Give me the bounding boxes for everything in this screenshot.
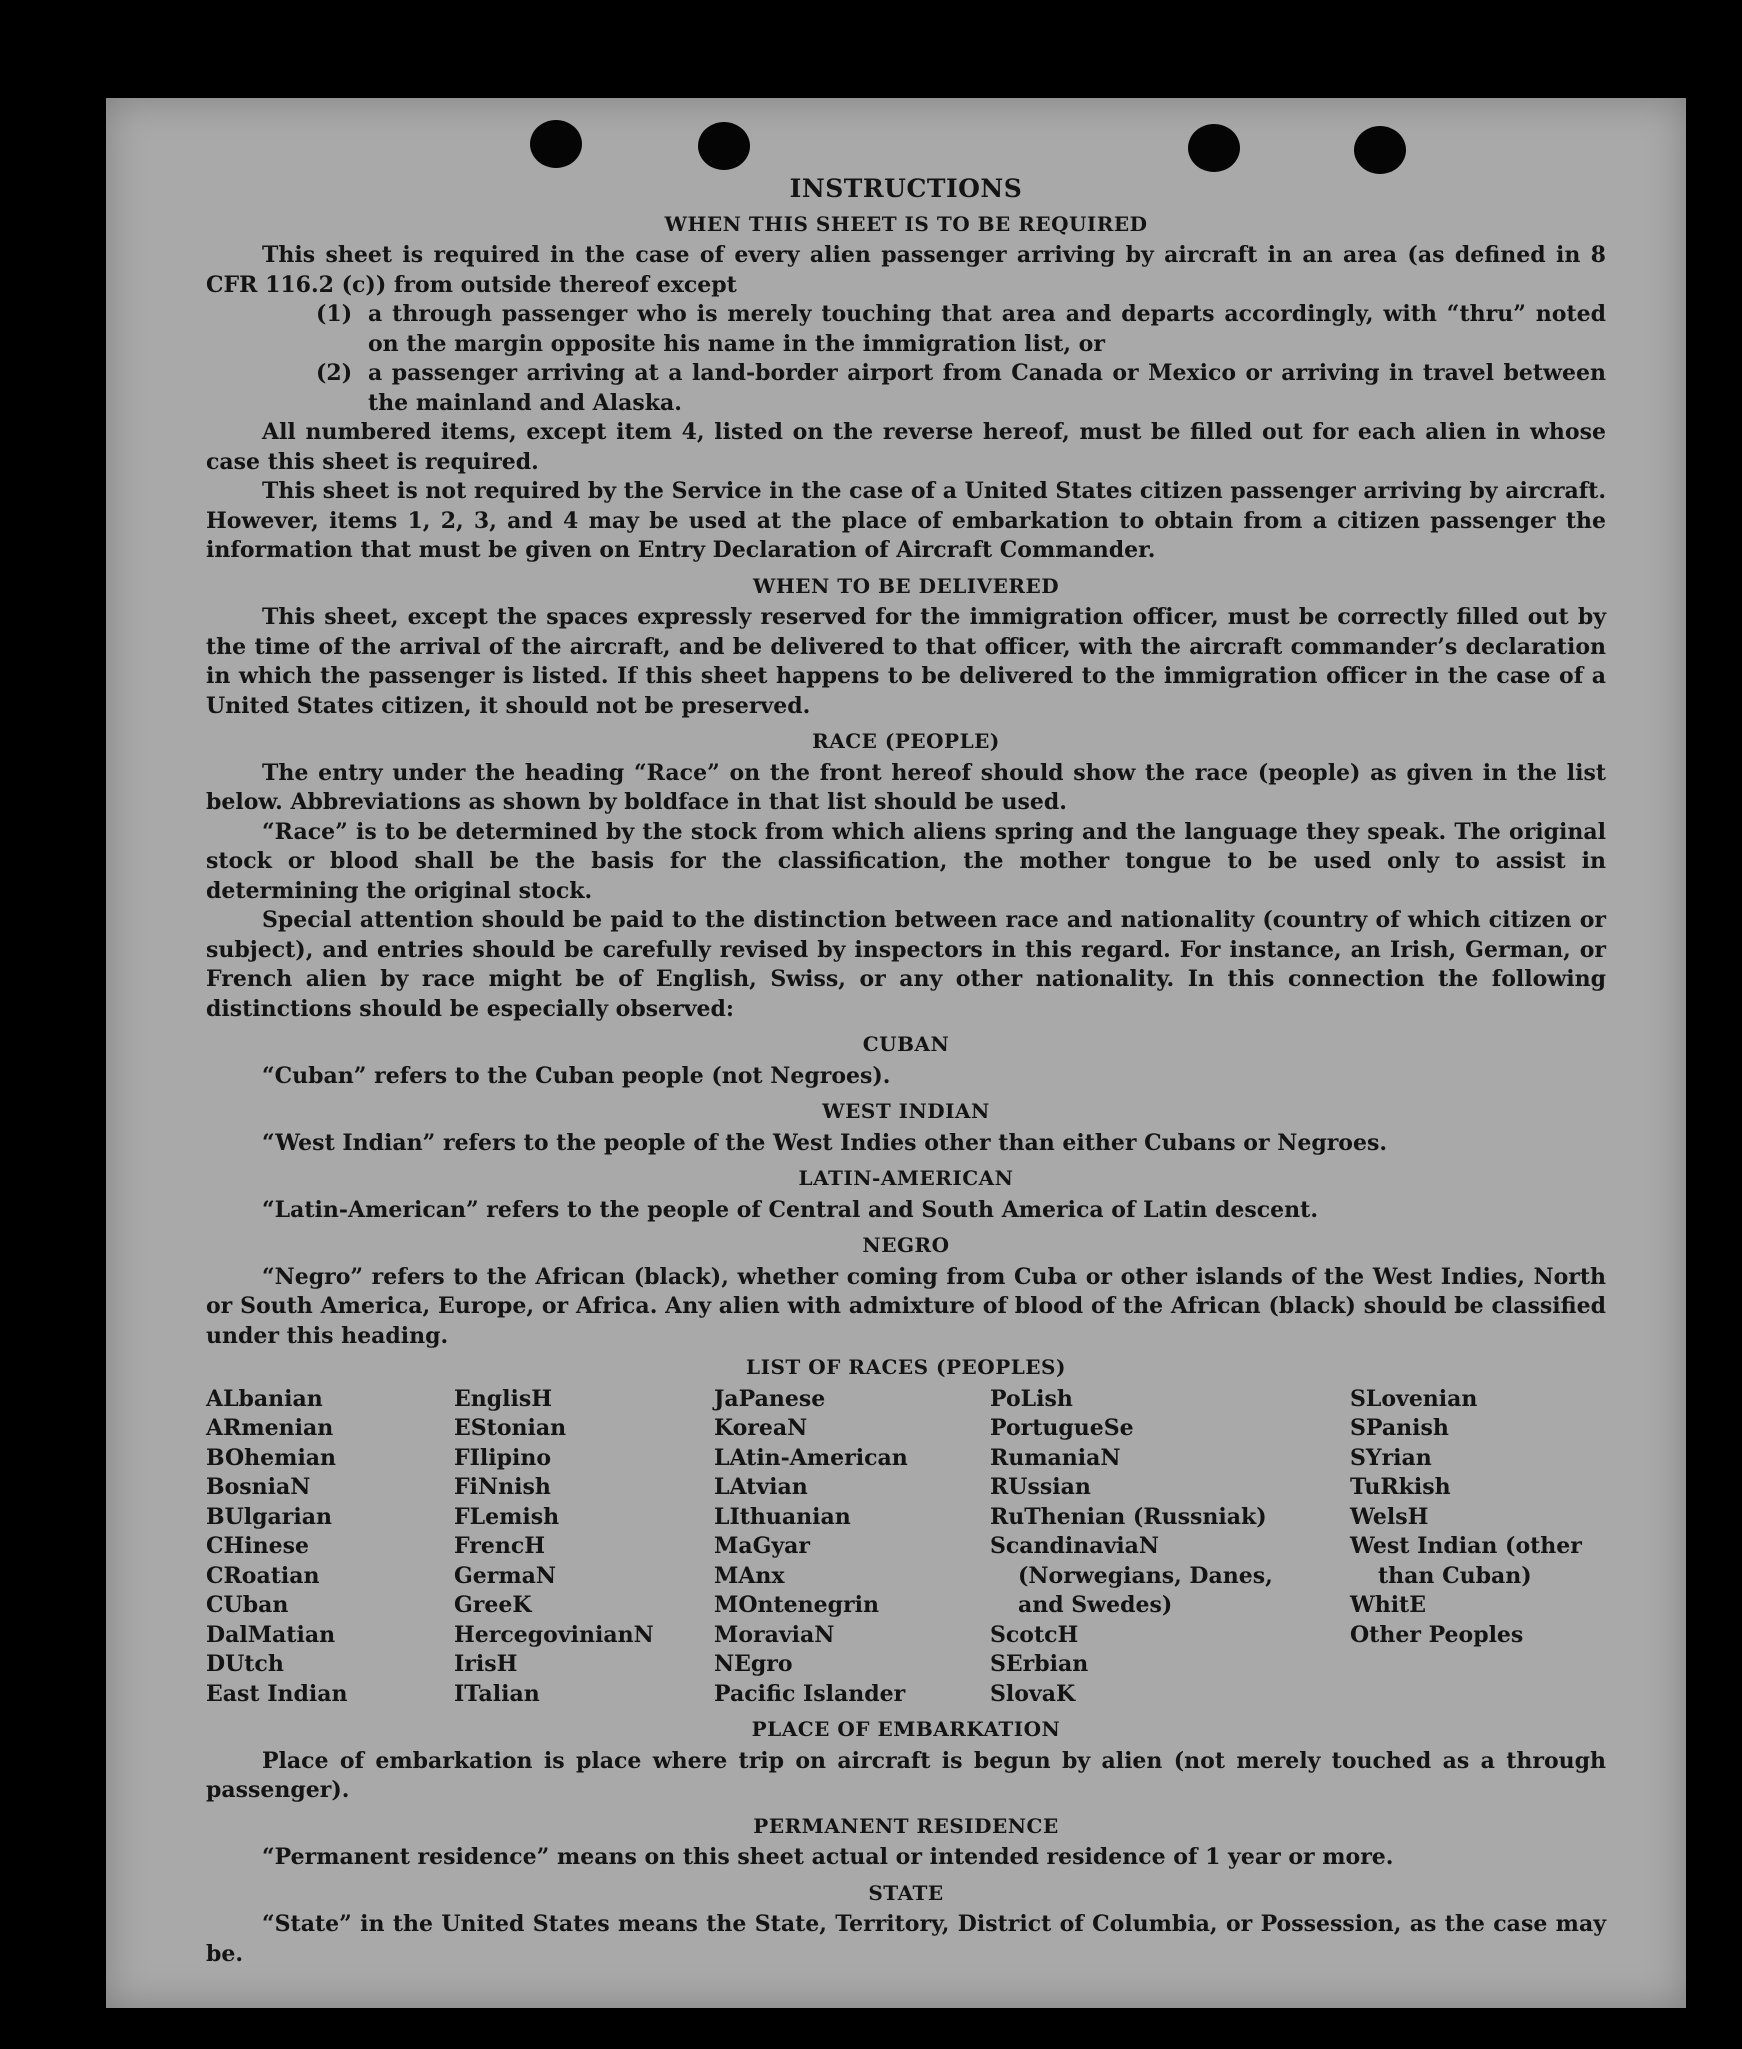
- race-entry: NEgro: [714, 1651, 793, 1677]
- exception-item: (2) a passenger arriving at a land-border airport from Canada or Mexico or arriving in travel between the mainland and Alaska.: [316, 360, 1606, 416]
- heading-when-delivered: WHEN TO BE DELIVERED: [752, 573, 1060, 598]
- race-entry: SLovenian: [1350, 1385, 1478, 1412]
- race-entry: BOhemian: [206, 1444, 337, 1471]
- race-entry: EnglisH: [454, 1385, 553, 1412]
- race-entry: PortugueSe: [990, 1415, 1134, 1441]
- races-column: [206, 1385, 454, 1710]
- heading-negro: NEGRO: [862, 1233, 950, 1257]
- page-title: INSTRUCTIONS: [789, 174, 1023, 203]
- race-entry: ScotcH: [990, 1621, 1079, 1648]
- race-entry: HercegovinianN: [454, 1621, 654, 1648]
- cuban-text: “Cuban” refers to the Cuban people (not Negroes).: [262, 1062, 891, 1089]
- race-entry: BUlgarian: [206, 1503, 332, 1530]
- state-text: “State” in the United States means the State, Territory, District of Columbia, or Possession, as the case may be.: [206, 1911, 1606, 1967]
- race-entry: FrencH: [454, 1533, 545, 1559]
- race-entry: WelsH: [1350, 1503, 1429, 1530]
- west-indian-text: “West Indian” refers to the people of the West Indies other than either Cubans or Negroes.: [262, 1129, 1388, 1156]
- race-entry: SPanish: [1350, 1415, 1449, 1441]
- race-entry: ITalian: [454, 1680, 540, 1707]
- race-entry: MoraviaN: [714, 1621, 835, 1648]
- race-para1: The entry under the heading “Race” on the front hereof should show the race (people) as given in the list below. Abbreviations as shown by boldface in that list should be used.: [206, 759, 1606, 815]
- instructions-content: [206, 174, 1606, 1969]
- race-entry: FIlipino: [454, 1444, 552, 1471]
- race-entry: RuThenian (Russniak): [990, 1503, 1267, 1530]
- race-entry: MaGyar: [714, 1533, 811, 1559]
- when-required-intro: This sheet is required in the case of every alien passenger arriving by aircraft in an area (as defined in 8 CFR 116.2 (c)) from outside thereof except: [206, 242, 1606, 298]
- punch-hole: [698, 122, 750, 170]
- race-entry: RUssian: [990, 1474, 1091, 1500]
- race-entry: LIthuanian: [714, 1503, 851, 1530]
- heading-when-required: WHEN THIS SHEET IS TO BE REQUIRED: [664, 211, 1148, 236]
- exception-item: (1) a through passenger who is merely touching that area and departs accordingly, with “thru” noted on the margin opposite his name in the immigration list, or: [316, 301, 1606, 357]
- race-entry: KoreaN: [714, 1415, 808, 1441]
- race-entry: LAtin-American: [714, 1444, 908, 1471]
- residence-text: “Permanent residence” means on this sheet actual or intended residence of 1 year or more.: [262, 1844, 1394, 1870]
- races-column: [454, 1385, 714, 1710]
- punch-hole: [530, 120, 582, 168]
- race-entry: MAnx: [714, 1562, 785, 1589]
- race-entry: ALbanian: [206, 1385, 323, 1412]
- race-entry: RumaniaN: [990, 1444, 1121, 1471]
- races-table: [206, 1385, 1606, 1710]
- race-entry: MOntenegrin: [714, 1592, 879, 1618]
- heading-embarkation: PLACE OF EMBARKATION: [751, 1717, 1061, 1741]
- heading-cuban: CUBAN: [862, 1032, 950, 1056]
- race-entry: DalMatian: [206, 1621, 336, 1648]
- latin-american-text: “Latin-American” refers to the people of Central and South America of Latin descent.: [262, 1196, 1318, 1223]
- heading-latin-american: LATIN-AMERICAN: [798, 1166, 1014, 1190]
- race-entry: CHinese: [206, 1533, 310, 1559]
- race-para2: “Race” is to be determined by the stock from which aliens spring and the language they speak. The original stock or blood shall be the basis for the classification, the mother tongue to be used only to assist in determining the original stock.: [206, 818, 1606, 904]
- race-entry: GermaN: [454, 1562, 557, 1589]
- race-entry: ARmenian: [206, 1415, 334, 1441]
- race-entry: IrisH: [454, 1651, 518, 1677]
- race-entry: SErbian: [990, 1651, 1089, 1677]
- race-entry: ScandinaviaN (Norwegians, Danes, and Swedes): [990, 1533, 1273, 1618]
- races-column: [1350, 1385, 1600, 1710]
- races-column: [990, 1385, 1350, 1710]
- race-para3: Special attention should be paid to the distinction between race and nationality (country of which citizen or subject), and entries should be carefully revised by inspectors in this regard. For instance, an Irish, German, or French alien by race might be of English, Swiss, or any other nationality. In this connection the following distinctions should be especially observed:: [206, 907, 1606, 1022]
- race-entry: JaPanese: [714, 1385, 826, 1412]
- race-entry: West Indian (other than Cuban): [1350, 1533, 1582, 1589]
- punch-hole: [1354, 126, 1406, 174]
- race-entry: East Indian: [206, 1680, 348, 1707]
- race-entry: BosniaN: [206, 1474, 311, 1500]
- race-entry: SYrian: [1350, 1444, 1432, 1471]
- race-entry: PoLish: [990, 1385, 1073, 1412]
- race-entry: FiNnish: [454, 1474, 551, 1500]
- race-entry: Other Peoples: [1350, 1621, 1524, 1648]
- punch-hole: [1188, 124, 1240, 172]
- when-required-para2: All numbered items, except item 4, listed on the reverse hereof, must be filled out for each alien in whose case this sheet is required.: [206, 419, 1606, 475]
- embarkation-text: Place of embarkation is place where trip on aircraft is begun by alien (not merely touched as a through passenger).: [206, 1747, 1606, 1803]
- race-entry: SlovaK: [990, 1680, 1076, 1707]
- race-entry: TuRkish: [1350, 1474, 1451, 1500]
- heading-west-indian: WEST INDIAN: [822, 1099, 990, 1123]
- race-entry: LAtvian: [714, 1474, 808, 1500]
- when-delivered-text: This sheet, except the spaces expressly reserved for the immigration officer, must be correctly filled out by the time of the arrival of the aircraft, and be delivered to that officer, with the aircraft commander’s declaration in which the passenger is listed. If this sheet happens to be delivered to the immigration officer in the case of a United States citizen, it should not be preserved.: [206, 604, 1606, 719]
- race-entry: CUban: [206, 1592, 289, 1618]
- race-entry: CRoatian: [206, 1562, 320, 1589]
- heading-state: STATE: [868, 1880, 944, 1905]
- when-required-para3: This sheet is not required by the Service in the case of a United States citizen passenger arriving by aircraft. However, items 1, 2, 3, and 4 may be used at the place of embarkation to obtain from a citizen passenger the information that must be given on Entry Declaration of Aircraft Commander.: [206, 478, 1606, 563]
- heading-race: RACE (PEOPLE): [812, 729, 1000, 753]
- heading-residence: PERMANENT RESIDENCE: [753, 1813, 1059, 1838]
- race-entry: Pacific Islander: [714, 1680, 906, 1707]
- races-column: [714, 1385, 990, 1710]
- race-entry: DUtch: [206, 1651, 284, 1677]
- race-entry: EStonian: [454, 1415, 567, 1441]
- document-sheet: [106, 98, 1686, 2008]
- race-entry: FLemish: [454, 1503, 560, 1530]
- race-entry: GreeK: [454, 1592, 532, 1618]
- race-entry: WhitE: [1350, 1592, 1426, 1618]
- negro-text: “Negro” refers to the African (black), whether coming from Cuba or other islands of the West Indies, North or South America, Europe, or Africa. Any alien with admixture of blood of the African (black) should be classified under this heading.: [206, 1263, 1606, 1349]
- heading-list-of-races: LIST OF RACES (PEOPLES): [746, 1355, 1066, 1379]
